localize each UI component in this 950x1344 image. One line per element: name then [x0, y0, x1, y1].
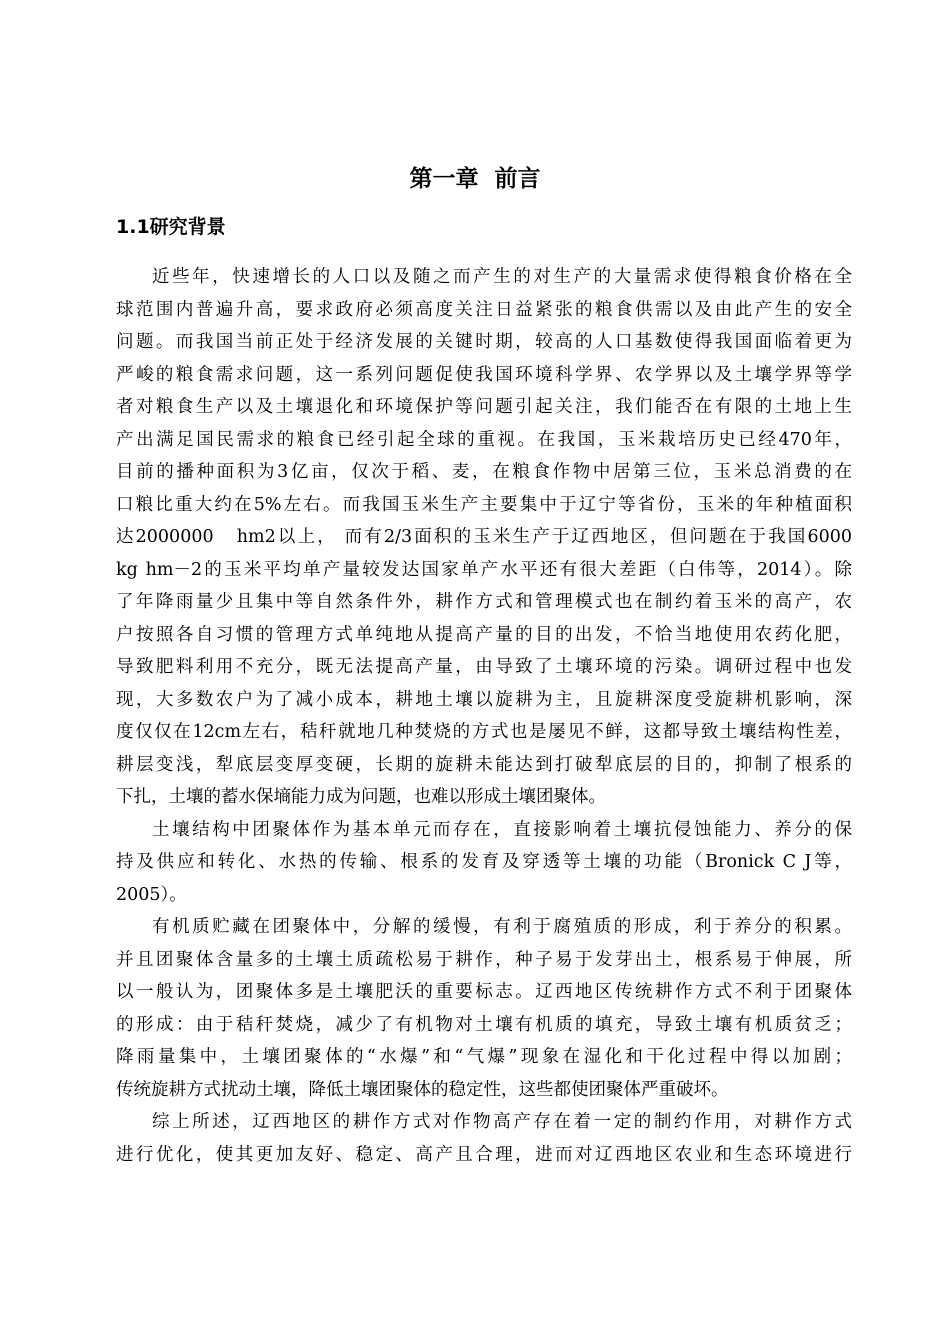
text-line: 持及供应和转化、水热的传输、根系的发育及穿透等土壤的功能（Bronick C J等， — [116, 852, 852, 872]
text-line: 达2000000 hm2以上， 而有2/3面积的玉米生产于辽西地区，但问题在于我国6000 — [116, 527, 852, 547]
paragraph-aggregate-structure — [116, 814, 852, 912]
paragraph-research-background — [116, 261, 852, 814]
paragraph-summary — [116, 1106, 852, 1171]
text-line: 土壤结构中团聚体作为基本单元而存在，直接影响着土壤抗侵蚀能力、养分的保 — [152, 819, 852, 840]
text-line: 现，大多数农户为了减小成本，耕地土壤以旋耕为主，且旋耕深度受旋耕机影响，深 — [116, 689, 852, 710]
text-line: 下扎，土壤的蓄水保墒能力成为问题，也难以形成土壤团聚体。 — [116, 787, 606, 807]
text-line: 2005）。 — [116, 884, 187, 905]
text-line: 问题。而我国当前正处于经济发展的关键时期，较高的人口基数使得我国面临着更为 — [116, 332, 852, 352]
text-line: 传统旋耕方式扰动土壤，降低土壤团聚体的稳定性，这些都使团聚体严重破坏。 — [116, 1079, 729, 1100]
body-text — [116, 261, 852, 1171]
text-line: 口粮比重大约在5%左右。而我国玉米生产主要集中于辽宁等省份，玉米的年种植面积 — [116, 494, 852, 515]
text-line: 综上所述，辽西地区的耕作方式对作物高产存在着一定的制约作用，对耕作方式 — [152, 1112, 852, 1132]
text-line: 球范围内普遍升高，要求政府必须高度关注日益紧张的粮食供需以及由此产生的安全 — [116, 299, 852, 320]
text-line: 并且团聚体含量多的土壤土质疏松易于耕作，种子易于发芽出土，根系易于伸展，所 — [116, 949, 852, 970]
text-line: 户按照各自习惯的管理方式单纯地从提高产量的目的出发，不恰当地使用农药化肥， — [116, 624, 852, 645]
text-line: 的形成：由于秸秆焚烧，减少了有机物对土壤有机质的填充，导致土壤有机质贫乏； — [116, 1014, 852, 1035]
text-line: 目前的播种面积为3亿亩，仅次于稻、麦，在粮食作物中居第三位，玉米总消费的在 — [116, 462, 852, 482]
paragraph-organic-matter — [116, 911, 852, 1106]
section-title: 1.1研究背景 — [116, 216, 226, 238]
text-line: 降雨量集中，土壤团聚体的“水爆”和“气爆”现象在湿化和干化过程中得以加剧； — [116, 1047, 852, 1067]
text-line: 导致肥料利用不充分，既无法提高产量，由导致了土壤环境的污染。调研过程中也发 — [116, 657, 852, 677]
text-line: 以一般认为，团聚体多是土壤肥沃的重要标志。辽西地区传统耕作方式不利于团聚体 — [116, 982, 852, 1002]
text-line: 有机质贮藏在团聚体中，分解的缓慢，有利于腐殖质的形成，利于养分的积累。 — [152, 917, 852, 937]
text-line: 了年降雨量少且集中等自然条件外，耕作方式和管理模式也在制约着玉米的高产，农 — [116, 592, 852, 612]
chapter-title: 第一章 前言 — [409, 166, 541, 192]
text-line: kg hm－2的玉米平均单产量较发达国家单产水平还有很大差距（白伟等，2014）。除 — [116, 559, 852, 580]
text-line: 者对粮食生产以及土壤退化和环境保护等问题引起关注，我们能否在有限的土地上生 — [116, 397, 852, 417]
text-line: 产出满足国民需求的粮食已经引起全球的重视。在我国，玉米栽培历史已经470年， — [116, 429, 852, 450]
text-line: 度仅仅在12cm左右，秸秆就地几种焚烧的方式也是屡见不鲜，这都导致土壤结构性差， — [116, 722, 852, 742]
text-line: 严峻的粮食需求问题，这一系列问题促使我国环境科学界、农学界以及土壤学界等学 — [116, 364, 852, 385]
text-line: 耕层变浅，犁底层变厚变硬，长期的旋耕未能达到打破犁底层的目的，抑制了根系的 — [116, 754, 852, 775]
text-line: 进行优化，使其更加友好、稳定、高产且合理，进而对辽西地区农业和生态环境进行 — [116, 1144, 852, 1165]
text-line: 近些年，快速增长的人口以及随之而产生的对生产的大量需求使得粮食价格在全 — [152, 267, 852, 287]
